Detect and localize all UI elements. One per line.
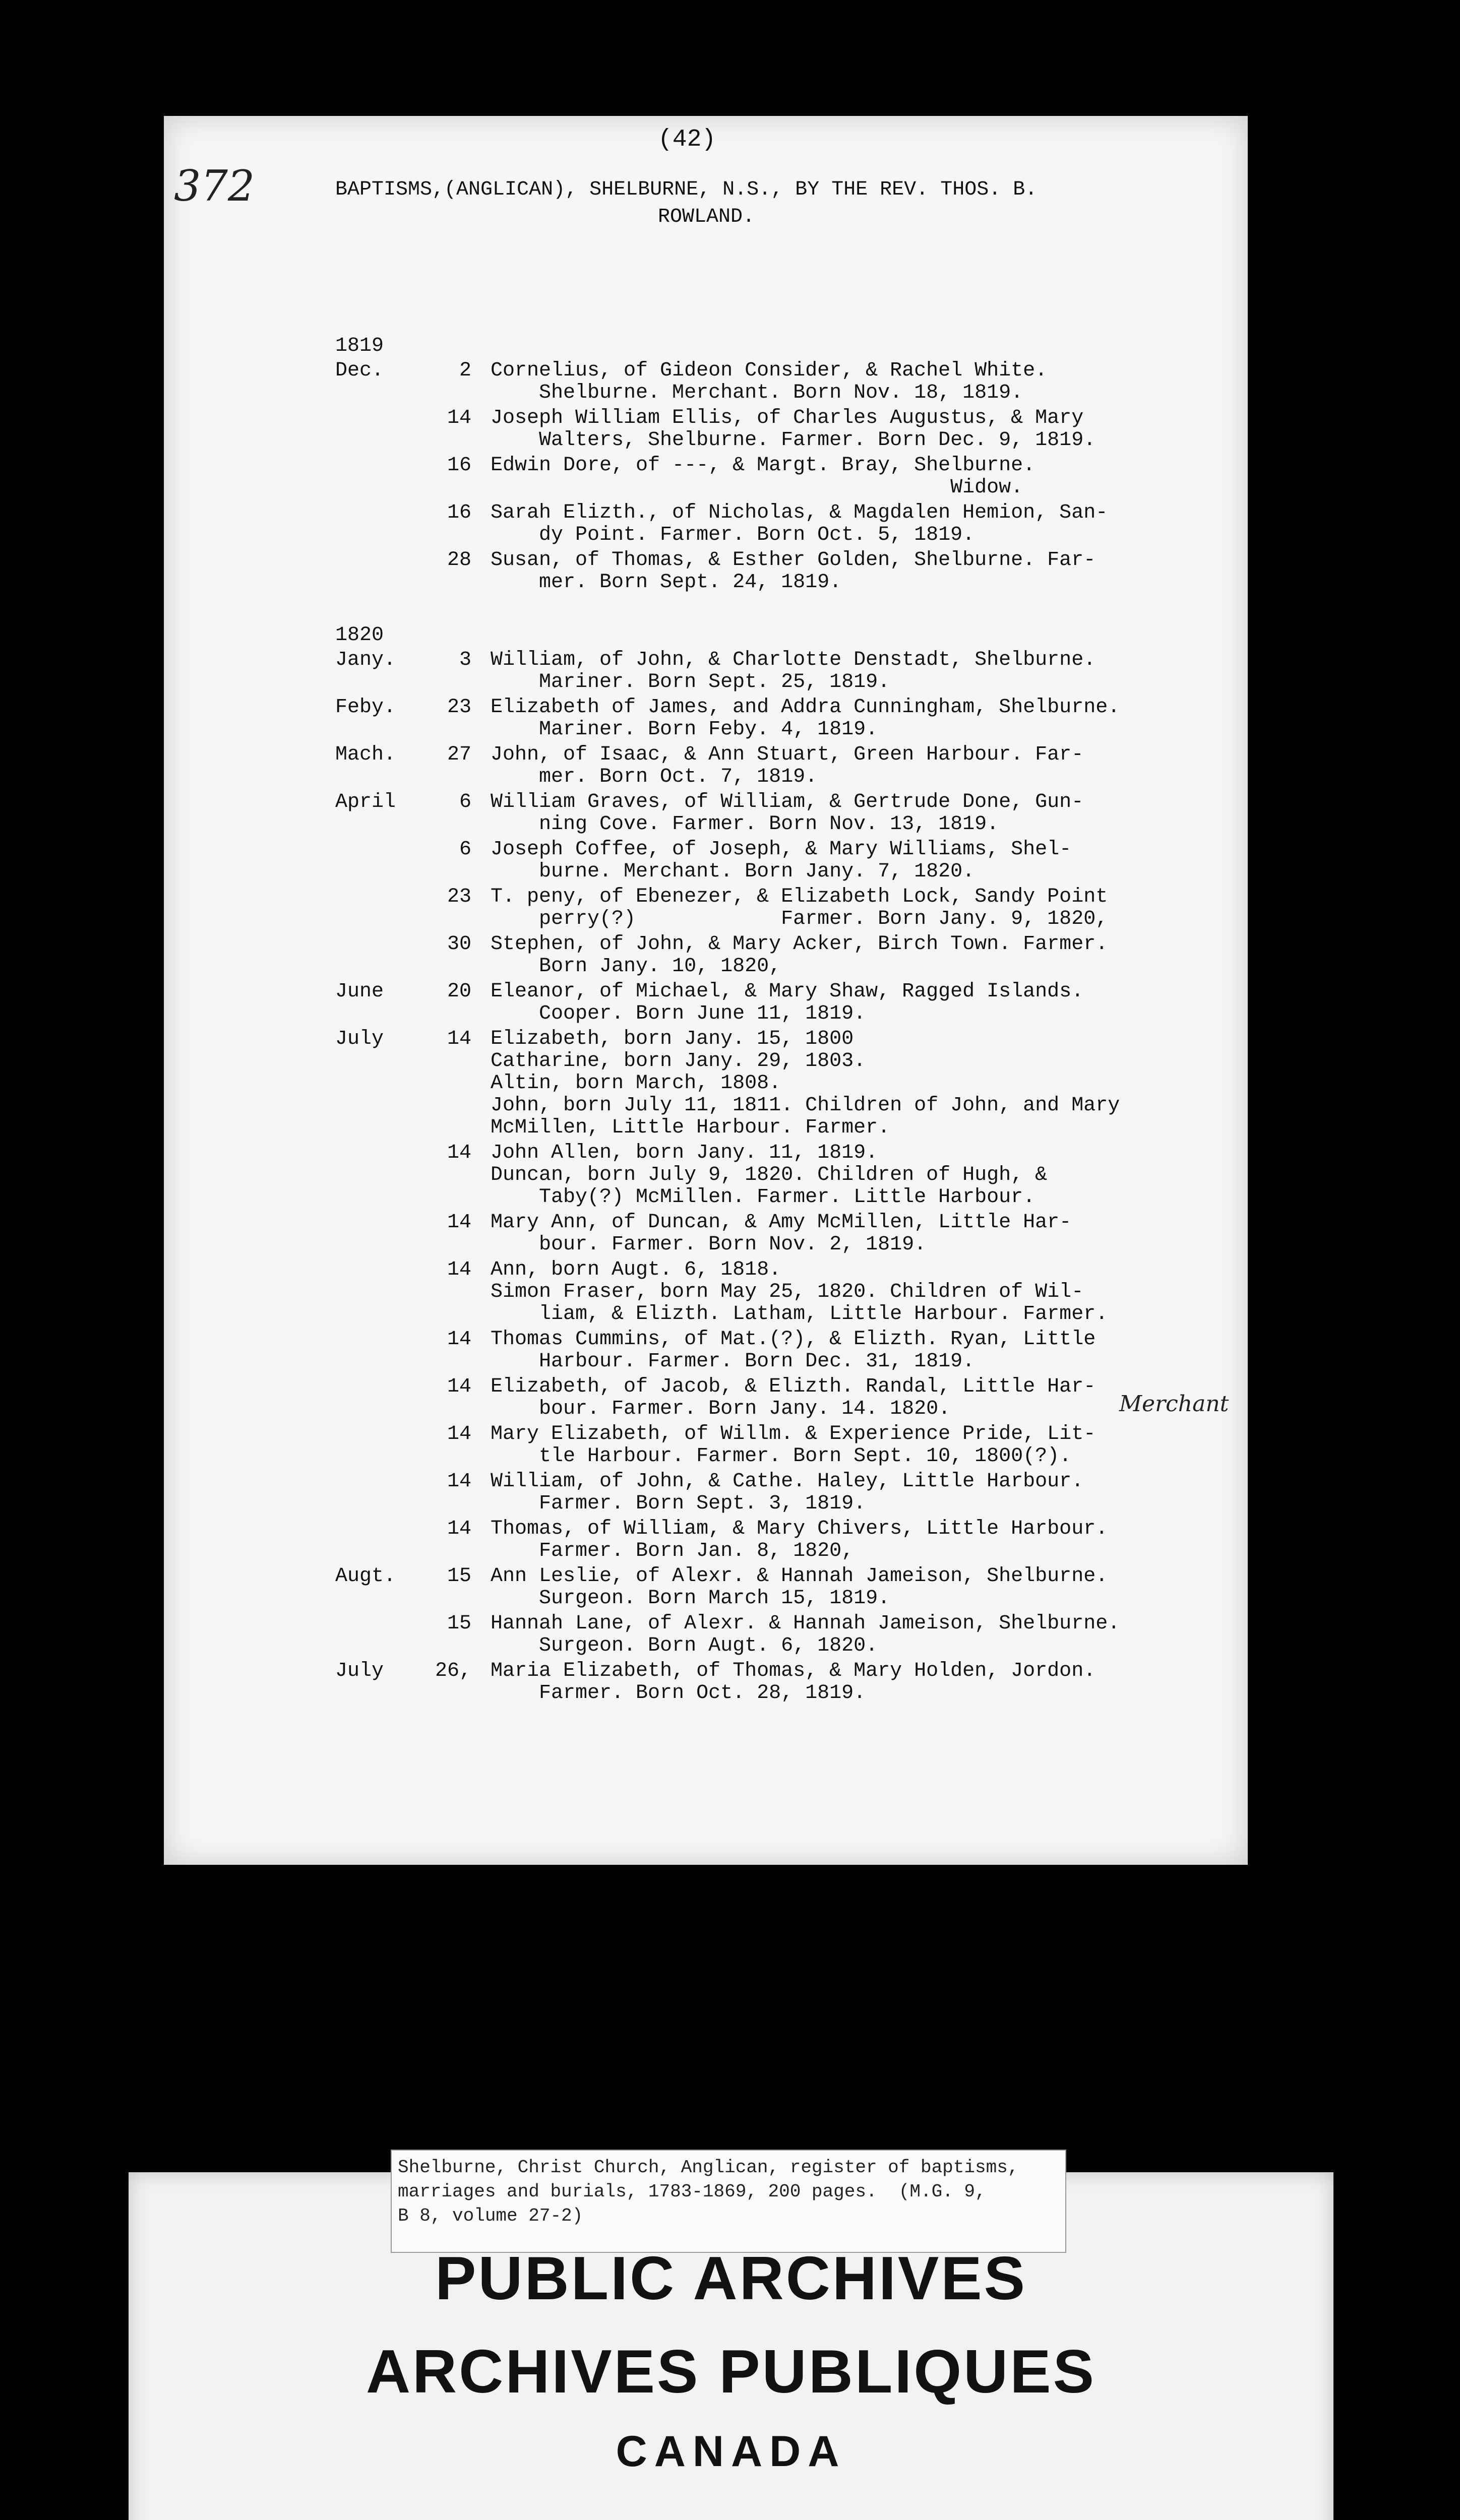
entries-1819 <box>335 360 1192 594</box>
entry-text: Mary Ann, of Duncan, & Amy McMillen, Little Har- bour. Farmer. Born Nov. 2, 1819. <box>491 1211 1072 1256</box>
entry-day: 2 <box>459 359 471 382</box>
baptism-entries <box>335 333 1192 1708</box>
stamp-canada: CANADA <box>616 2427 846 2476</box>
entry-month: Mach. <box>335 743 396 766</box>
entry-text: Elizabeth, born Jany. 15, 1800 Catharine, born Jany. 29, 1803. Altin, born March, 1808. John, born July 11, 1811. Children of John, and Mary McMillen, Little Harbour. Farmer. <box>491 1028 1120 1139</box>
entry-month <box>335 1376 426 1420</box>
baptism-entry <box>335 744 1192 788</box>
entry-day: 14 <box>447 1423 471 1445</box>
entry-text: Thomas, of William, & Mary Chivers, Little Harbour. Farmer. Born Jan. 8, 1820, <box>491 1518 1108 1562</box>
entry-day: 6 <box>459 791 471 813</box>
stamp-archives-publiques: ARCHIVES PUBLIQUES <box>366 2337 1097 2406</box>
baptism-entry <box>335 1142 1192 1209</box>
baptism-entry <box>335 1518 1192 1562</box>
entry-month <box>335 502 426 546</box>
year-heading-1819: 1819 <box>335 335 384 357</box>
entry-text: Sarah Elizth., of Nicholas, & Magdalen Hemion, San- dy Point. Farmer. Born Oct. 5, 1819. <box>491 501 1108 546</box>
entry-text: Hannah Lane, of Alexr. & Hannah Jameison, Shelburne. Surgeon. Born Augt. 6, 1820. <box>491 1612 1120 1657</box>
entry-month <box>335 549 426 594</box>
entry-text: Eleanor, of Michael, & Mary Shaw, Ragged Islands. Cooper. Born June 11, 1819. <box>491 980 1084 1025</box>
entry-day: 20 <box>447 980 471 1003</box>
entry-text: John Allen, born Jany. 11, 1819. Duncan, born July 9, 1820. Children of Hugh, & Taby(?) McMillen. Farmer. Little Harbour. <box>491 1142 1048 1209</box>
handwritten-page-number: 372 <box>174 161 255 211</box>
entry-day: 14 <box>447 1258 471 1281</box>
baptism-entry <box>335 360 1192 404</box>
entry-day: 6 <box>459 838 471 861</box>
entry-day: 14 <box>447 1028 471 1050</box>
entry-day: 14 <box>447 1518 471 1540</box>
baptism-entry <box>335 502 1192 546</box>
entry-month <box>335 839 426 883</box>
entry-day: 30 <box>447 933 471 956</box>
entry-text: Ann Leslie, of Alexr. & Hannah Jameison, Shelburne. Surgeon. Born March 15, 1819. <box>491 1565 1108 1610</box>
heading-line-2: ROWLAND. <box>658 206 755 228</box>
entry-text: Mary Elizabeth, of Willm. & Experience Pride, Lit- tle Harbour. Farmer. Born Sept. 10, 1800(?). <box>491 1423 1096 1468</box>
page-number: (42) <box>658 126 716 153</box>
baptism-entry <box>335 886 1192 930</box>
entry-day: 14 <box>447 407 471 429</box>
baptism-entry <box>335 981 1192 1025</box>
entry-month <box>335 1613 426 1657</box>
baptism-entry <box>335 1660 1192 1705</box>
document-heading <box>335 176 1142 231</box>
entry-text: William Graves, of William, & Gertrude Done, Gun- ning Cove. Farmer. Born Nov. 13, 1819. <box>491 791 1084 836</box>
baptism-entry <box>335 1376 1192 1420</box>
entry-month <box>335 407 426 452</box>
entry-day: 27 <box>447 743 471 766</box>
baptism-entry <box>335 1212 1192 1256</box>
entry-day: 23 <box>447 696 471 719</box>
baptism-entry <box>335 933 1192 978</box>
entries-1820 <box>335 649 1192 1705</box>
baptism-entry <box>335 697 1192 741</box>
entry-text: Edwin Dore, of ---, & Margt. Bray, Shelburne. Widow. <box>491 454 1036 499</box>
baptism-entry <box>335 1028 1192 1139</box>
entry-text: William, of John, & Charlotte Denstadt, Shelburne. Mariner. Born Sept. 25, 1819. <box>491 649 1096 694</box>
baptism-entry <box>335 1613 1192 1657</box>
entry-day: 3 <box>459 649 471 671</box>
stamp-public-archives: PUBLIC ARCHIVES <box>435 2244 1027 2312</box>
entry-day: 14 <box>447 1470 471 1493</box>
entry-text: William, of John, & Cathe. Haley, Little Harbour. Farmer. Born Sept. 3, 1819. <box>491 1470 1084 1515</box>
entry-month: Jany. <box>335 649 396 671</box>
baptism-entry <box>335 1423 1192 1468</box>
entry-day: 15 <box>447 1565 471 1588</box>
entry-text: Joseph Coffee, of Joseph, & Mary Williams, Shel- burne. Merchant. Born Jany. 7, 1820. <box>491 838 1072 883</box>
entry-day: 14 <box>447 1211 471 1234</box>
entry-month <box>335 1212 426 1256</box>
entry-day: 26, <box>435 1660 471 1682</box>
entry-month <box>335 886 426 930</box>
entry-day: 14 <box>447 1142 471 1164</box>
baptism-entry <box>335 1471 1192 1515</box>
entry-month: April <box>335 791 396 813</box>
baptism-entry <box>335 791 1192 836</box>
entry-month: July <box>335 1028 384 1050</box>
entry-month: Augt. <box>335 1565 396 1588</box>
entry-day: 14 <box>447 1375 471 1398</box>
baptism-entry <box>335 839 1192 883</box>
entry-text: Thomas Cummins, of Mat.(?), & Elizth. Ryan, Little Harbour. Farmer. Born Dec. 31, 1819. <box>491 1328 1096 1373</box>
baptism-entry <box>335 649 1192 694</box>
entry-text: Susan, of Thomas, & Esther Golden, Shelburne. Far- mer. Born Sept. 24, 1819. <box>491 549 1096 594</box>
entry-month: July <box>335 1660 384 1682</box>
entry-text: Elizabeth, of Jacob, & Elizth. Randal, Little Har- bour. Farmer. Born Jany. 14. 1820. <box>491 1375 1096 1420</box>
entry-day: 23 <box>447 886 471 908</box>
entry-month <box>335 455 426 499</box>
entry-text: Joseph William Ellis, of Charles Augustus, & Mary Walters, Shelburne. Farmer. Born Dec. 9, 1819. <box>491 407 1096 452</box>
baptism-entry <box>335 407 1192 452</box>
entry-month: June <box>335 980 384 1003</box>
entry-month <box>335 1471 426 1515</box>
heading-line-1: BAPTISMS,(ANGLICAN), SHELBURNE, N.S., BY THE REV. THOS. B. <box>335 178 1038 201</box>
entry-text: Cornelius, of Gideon Consider, & Rachel White. Shelburne. Merchant. Born Nov. 18, 1819. <box>491 359 1048 404</box>
entry-text: Maria Elizabeth, of Thomas, & Mary Holden, Jordon. Farmer. Born Oct. 28, 1819. <box>491 1660 1096 1705</box>
baptism-entry <box>335 1329 1192 1373</box>
catalogue-slip: Shelburne, Christ Church, Anglican, register of baptisms, marriages and burials, 1783-1869, 200 pages. (M.G. 9, B 8, volume 27-2) <box>391 2150 1066 2253</box>
entry-text: T. peny, of Ebenezer, & Elizabeth Lock, Sandy Point perry(?) Farmer. Born Jany. 9, 1820, <box>491 886 1108 930</box>
entry-month <box>335 1142 426 1209</box>
entry-month: Dec. <box>335 359 384 382</box>
entry-month <box>335 1329 426 1373</box>
entry-text: Elizabeth of James, and Addra Cunningham, Shelburne. Mariner. Born Feby. 4, 1819. <box>491 696 1120 741</box>
baptism-entry <box>335 549 1192 594</box>
entry-day: 16 <box>447 454 471 477</box>
entry-text: Stephen, of John, & Mary Acker, Birch Town. Farmer. Born Jany. 10, 1820, <box>491 933 1108 978</box>
entry-month <box>335 1518 426 1562</box>
entry-day: 16 <box>447 501 471 524</box>
entry-day: 28 <box>447 549 471 572</box>
entry-month <box>335 1423 426 1468</box>
baptism-entry <box>335 455 1192 499</box>
entry-text: John, of Isaac, & Ann Stuart, Green Harbour. Far- mer. Born Oct. 7, 1819. <box>491 743 1084 788</box>
handwritten-annotation: Merchant <box>1119 1391 1229 1417</box>
entry-text: Ann, born Augt. 6, 1818. Simon Fraser, born May 25, 1820. Children of Wil- liam, & Elizth. Latham, Little Harbour. Farmer. <box>491 1258 1108 1326</box>
baptism-entry <box>335 1259 1192 1326</box>
entry-day: 15 <box>447 1612 471 1635</box>
baptism-entry <box>335 1565 1192 1610</box>
entry-month: Feby. <box>335 696 396 719</box>
entry-day: 14 <box>447 1328 471 1351</box>
entry-month <box>335 1259 426 1326</box>
entry-month <box>335 933 426 978</box>
year-heading-1820: 1820 <box>335 624 384 647</box>
